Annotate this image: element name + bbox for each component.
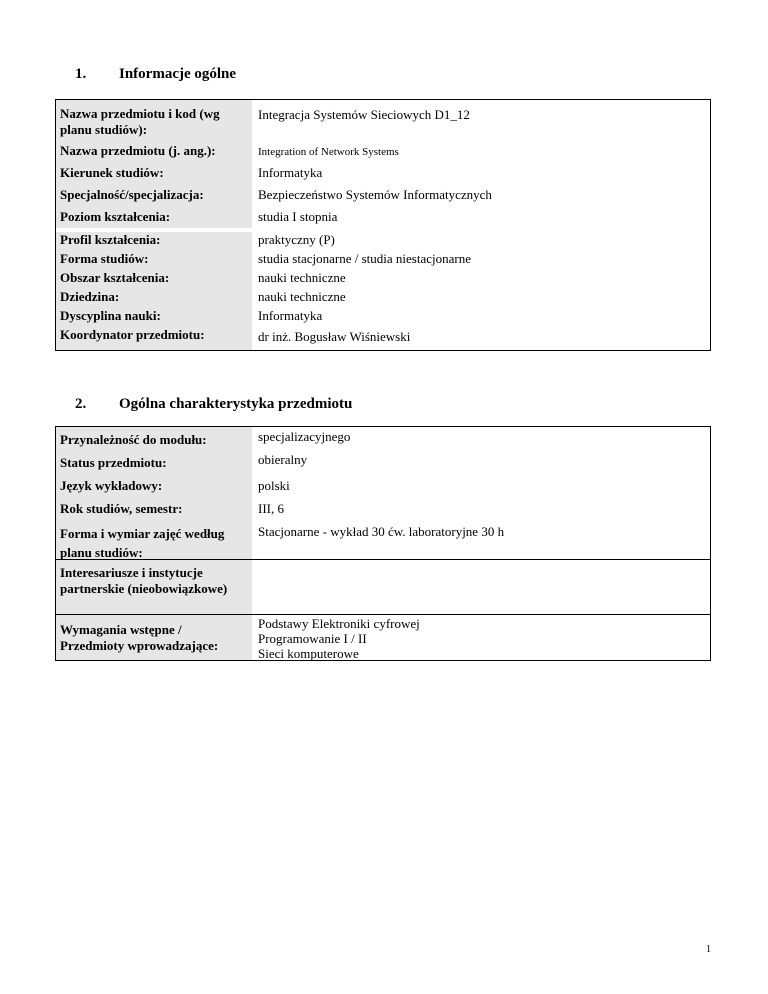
- course-characteristics-table: [55, 426, 711, 661]
- table-row: [56, 520, 710, 559]
- row-value: polski: [258, 478, 290, 493]
- general-info-table: [55, 99, 711, 351]
- row-value: Informatyka: [258, 165, 323, 180]
- prerequisite-item: Programowanie I / II: [258, 631, 367, 646]
- table-row: [56, 206, 710, 228]
- table-row: [56, 308, 710, 325]
- table-row: [56, 450, 710, 474]
- section-number: 2.: [75, 396, 87, 412]
- row-label: Profil kształcenia:: [56, 232, 252, 251]
- table-row: [56, 559, 710, 614]
- row-value: specjalizacyjnego: [258, 429, 351, 444]
- row-value: Integracja Systemów Sieciowych D1_12: [258, 107, 470, 122]
- row-label: Dyscyplina nauki:: [56, 308, 252, 325]
- row-label: Język wykładowy:: [56, 474, 252, 497]
- row-value: [252, 615, 710, 660]
- row-value: studia I stopnia: [258, 209, 338, 224]
- table-row: [56, 100, 710, 140]
- row-label: Przynależność do modułu:: [56, 427, 252, 450]
- row-label: Specjalność/specjalizacja:: [56, 184, 252, 206]
- row-label: Nazwa przedmiotu (j. ang.):: [56, 140, 252, 162]
- table-row: [56, 270, 710, 289]
- page-number: 1: [706, 944, 711, 955]
- row-value: Bezpieczeństwo Systemów Informatycznych: [258, 187, 492, 202]
- table-row: [56, 289, 710, 308]
- row-label: Forma studiów:: [56, 251, 252, 270]
- row-value: Informatyka: [258, 308, 323, 323]
- row-label: Status przedmiotu:: [56, 450, 252, 474]
- row-label: Poziom kształcenia:: [56, 206, 252, 228]
- table-row: [56, 427, 710, 450]
- table-row: [56, 162, 710, 184]
- section-1-heading: [75, 66, 236, 83]
- section-number: 1.: [75, 66, 87, 82]
- row-value: nauki techniczne: [258, 270, 346, 285]
- row-value: studia stacjonarne / studia niestacjonarne: [258, 251, 471, 266]
- row-value: [252, 560, 710, 614]
- section-2-heading: [75, 396, 352, 413]
- row-value: Integration of Network Systems: [258, 146, 399, 158]
- prerequisite-item: Sieci komputerowe: [258, 646, 359, 661]
- row-label: Koordynator przedmiotu:: [56, 325, 252, 350]
- table-row: [56, 474, 710, 497]
- prerequisite-item: Podstawy Elektroniki cyfrowej: [258, 616, 420, 631]
- table-row: [56, 228, 710, 251]
- row-label: Wymagania wstępne / Przedmioty wprowadzające:: [56, 615, 252, 660]
- row-label: Nazwa przedmiotu i kod (wg planu studiów):: [56, 100, 252, 140]
- table-row: [56, 184, 710, 206]
- row-value: obieralny: [258, 452, 308, 467]
- row-label: Rok studiów, semestr:: [56, 497, 252, 520]
- section-title: Ogólna charakterystyka przedmiotu: [119, 396, 353, 412]
- row-label: Interesariusze i instytucje partnerskie (nieobowiązkowe): [56, 560, 252, 614]
- table-row: [56, 140, 710, 162]
- row-label: Obszar kształcenia:: [56, 270, 252, 289]
- row-label: Kierunek studiów:: [56, 162, 252, 184]
- table-row: [56, 251, 710, 270]
- table-row: [56, 497, 710, 520]
- row-value: nauki techniczne: [258, 289, 346, 304]
- table-row: [56, 325, 710, 350]
- row-value: dr inż. Bogusław Wiśniewski: [258, 329, 411, 344]
- table-row: [56, 614, 710, 660]
- section-title: Informacje ogólne: [119, 66, 237, 82]
- row-value: III, 6: [258, 501, 284, 516]
- row-label: Dziedzina:: [56, 289, 252, 308]
- row-value: praktyczny (P): [258, 232, 335, 247]
- row-label: Forma i wymiar zajęć według planu studiów:: [56, 520, 252, 559]
- row-value: Stacjonarne - wykład 30 ćw. laboratoryjne 30 h: [258, 524, 505, 539]
